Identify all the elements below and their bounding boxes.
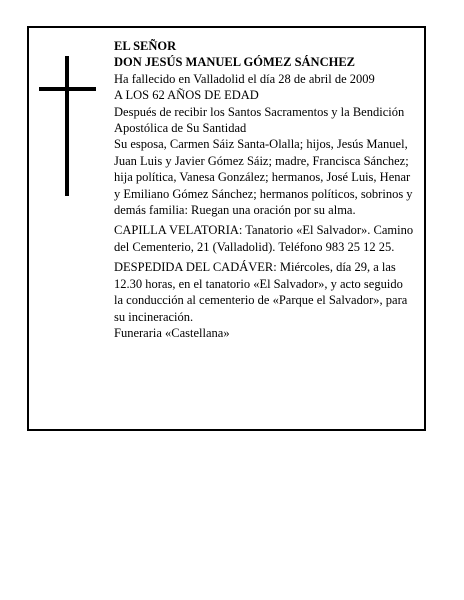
farewell-paragraph: DESPEDIDA DEL CADÁVER: Miércoles, día 29, a las 12.30 horas, en el tanatorio «El Salvador», y acto seguido la conducción al cementerio de «Parque el Salvador», para su incineración. <box>114 260 408 324</box>
age-statement: A LOS 62 AÑOS DE EDAD <box>114 88 259 103</box>
death-statement: Ha fallecido en Valladolid el día 28 de abril de 2009 <box>114 71 375 86</box>
header-title: EL SEÑOR <box>114 39 177 53</box>
cross-horizontal-bar <box>39 87 96 91</box>
cross-vertical-bar <box>65 56 69 196</box>
chapel-paragraph: CAPILLA VELATORIA: Tanatorio «El Salvador». Camino del Cementerio, 21 (Valladolid). Teléfono 983 25 12 25. <box>114 223 414 254</box>
funeral-home-label: Funeraria «Castellana» <box>114 325 230 340</box>
sacraments-paragraph: Después de recibir los Santos Sacramentos y la Bendición Apostólica de Su Santidad <box>114 104 405 136</box>
deceased-name: DON JESÚS MANUEL GÓMEZ SÁNCHEZ <box>114 55 356 70</box>
family-paragraph: Su esposa, Carmen Sáiz Santa-Olalla; hijos, Jesús Manuel, Juan Luis y Javier Gómez Sáiz; madre, Francisca Sánchez; hija política, Vanesa González; hermanos, José Luis, Henar y Emiliano Gómez Sánchez; hermanos políticos, sobrinos y demás familia: Ruegan una oración por su alma. <box>114 137 413 218</box>
obituary-text <box>114 38 414 341</box>
